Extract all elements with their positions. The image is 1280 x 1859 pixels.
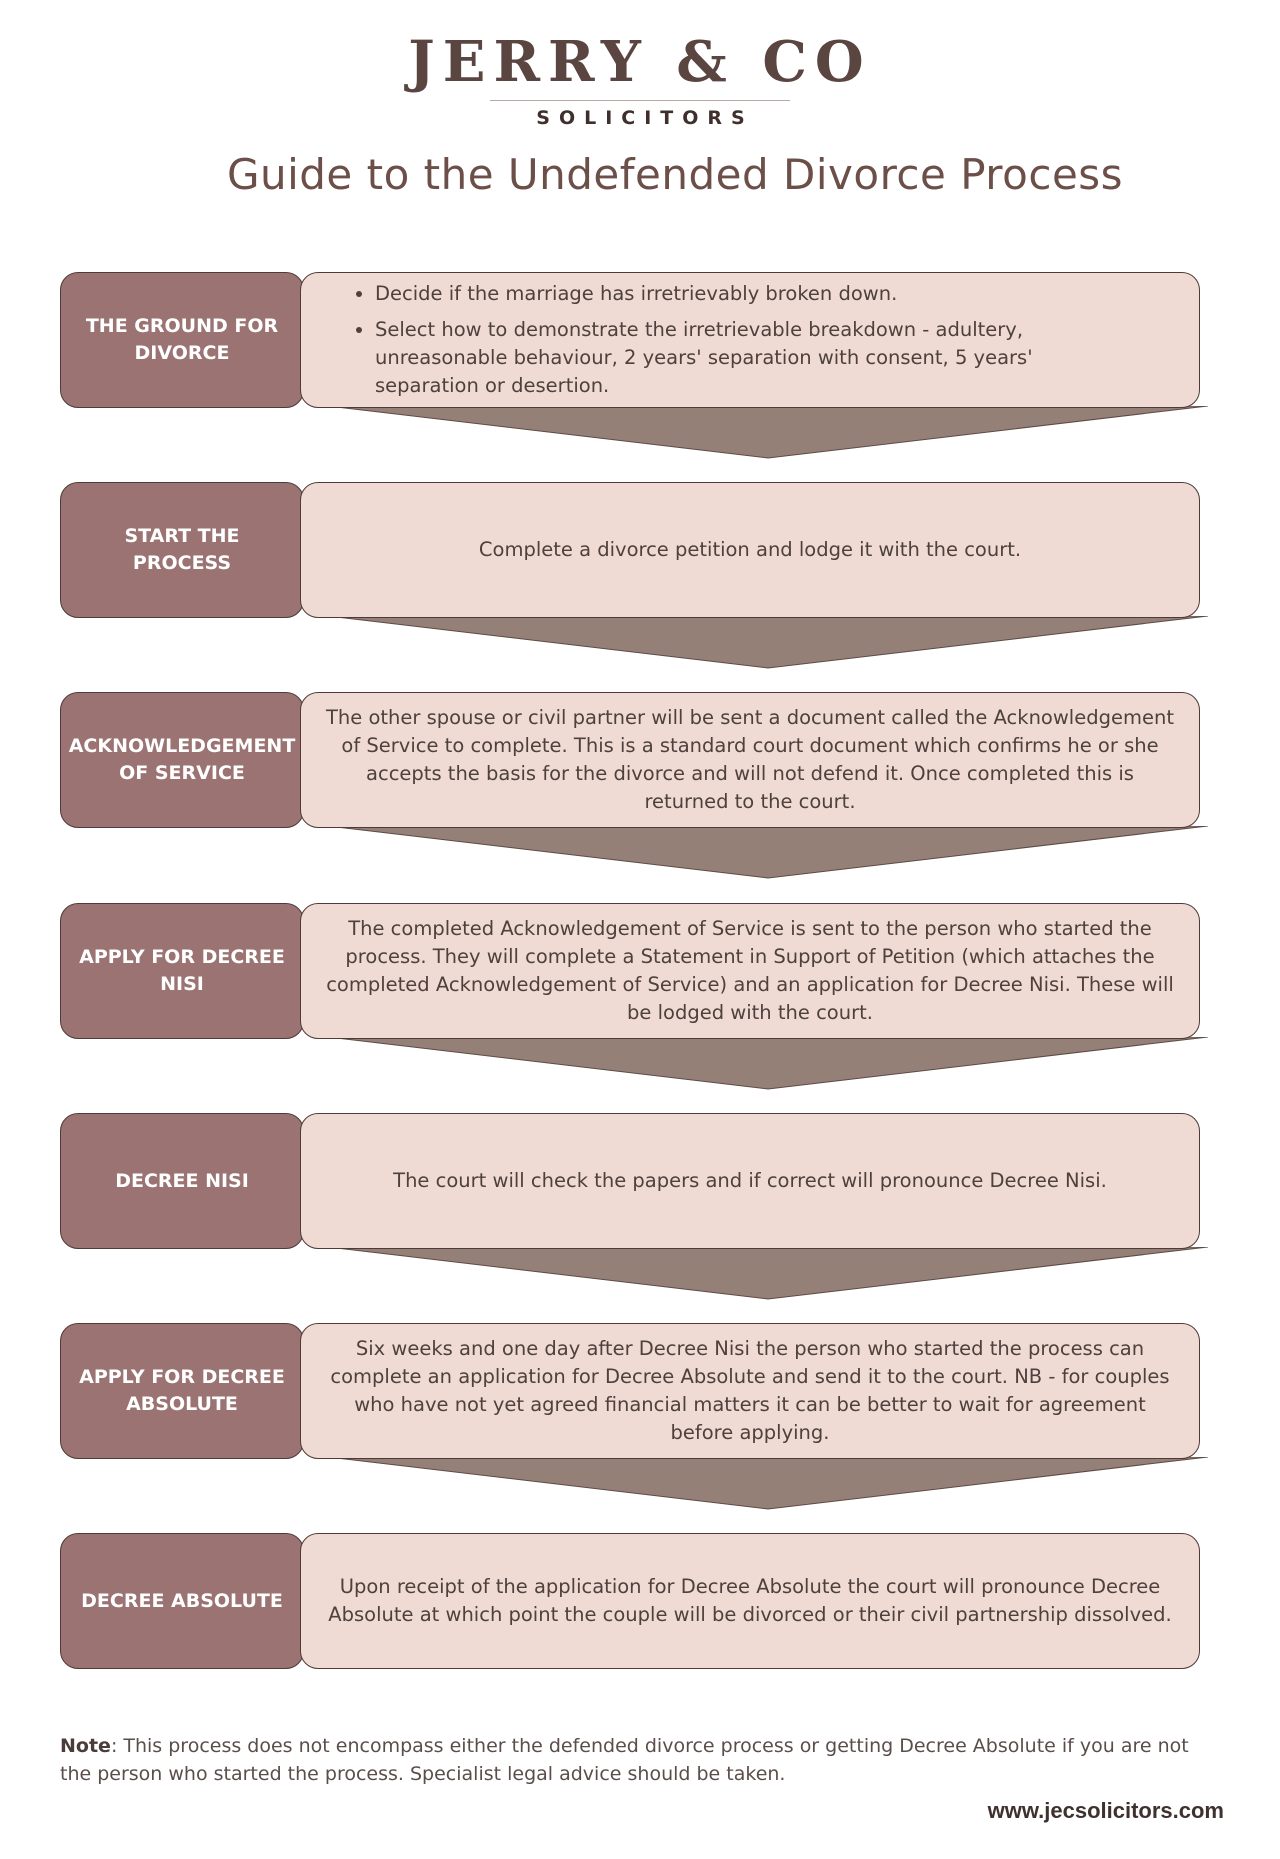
step-label: APPLY FOR DECREE ABSOLUTE — [60, 1323, 304, 1459]
step-description: Complete a divorce petition and lodge it with the court. — [300, 482, 1200, 618]
step-arrow — [328, 826, 1208, 880]
step-label: DECREE NISI — [60, 1113, 304, 1249]
step-description: The other spouse or civil partner will be sent a document called the Acknowledgement of Service to complete. This is a standard court document which confirms he or she accepts the basis for the divorce and will not defend it. Once completed this is returned to the court. — [300, 692, 1200, 828]
logo-subtitle: SOLICITORS — [536, 107, 754, 129]
note-text: : This process does not encompass either the defended divorce process or getting Decree Absolute if you are not the person who started the process. Specialist legal advice should be taken. — [60, 1735, 1189, 1785]
logo-name: JERRY & CO — [408, 29, 872, 95]
note-label: Note — [60, 1735, 111, 1757]
step-ground-for-divorce — [60, 272, 1200, 444]
step-start-the-process — [60, 482, 1200, 654]
step-label: START THE PROCESS — [60, 482, 304, 618]
step-decree-absolute — [60, 1533, 1200, 1705]
step-arrow — [328, 1247, 1208, 1301]
step-arrow — [328, 1037, 1208, 1091]
step-description: Six weeks and one day after Decree Nisi the person who started the process can complete an application for Decree Absolute and send it to the court. NB - for couples who have not yet agreed financial matters it can be better to wait for agreement before applying. — [300, 1323, 1200, 1459]
step-label: APPLY FOR DECREE NISI — [60, 903, 304, 1039]
firm-logo — [0, 30, 1280, 129]
step-description: The completed Acknowledgement of Service is sent to the person who started the process. They will complete a Statement in Support of Petition (which attaches the completed Acknowledgement of Service) and an application for Decree Nisi. These will be lodged with the court. — [300, 903, 1200, 1039]
list-item: • Decide if the marriage has irretrievably broken down. — [375, 280, 1139, 308]
step-arrow — [328, 1457, 1208, 1511]
list-item: • Select how to demonstrate the irretrievable breakdown - adultery, unreasonable behaviour, 2 years' separation with consent, 5 years' separation or desertion. — [375, 316, 1139, 400]
step-description: The court will check the papers and if correct will pronounce Decree Nisi. — [300, 1113, 1200, 1249]
step-arrow — [328, 616, 1208, 670]
step-acknowledgement-of-service — [60, 692, 1200, 864]
step-label: DECREE ABSOLUTE — [60, 1533, 304, 1669]
logo-divider — [490, 100, 790, 101]
page-title: Guide to the Undefended Divorce Process — [226, 150, 1124, 199]
step-decree-nisi — [60, 1113, 1200, 1285]
step-description — [300, 272, 1200, 408]
step-bullet-list — [341, 280, 1139, 400]
step-apply-for-decree-nisi — [60, 903, 1200, 1075]
step-apply-for-decree-absolute — [60, 1323, 1200, 1495]
step-label: ACKNOWLEDGEMENT OF SERVICE — [60, 692, 304, 828]
step-label: THE GROUND FOR DIVORCE — [60, 272, 304, 408]
footnote — [60, 1732, 1220, 1788]
step-description: Upon receipt of the application for Decree Absolute the court will pronounce Decree Absolute at which point the couple will be divorced or their civil partnership dissolved. — [300, 1533, 1200, 1669]
website-link[interactable]: www.jecsolicitors.com — [987, 1798, 1224, 1823]
step-arrow — [328, 406, 1208, 460]
